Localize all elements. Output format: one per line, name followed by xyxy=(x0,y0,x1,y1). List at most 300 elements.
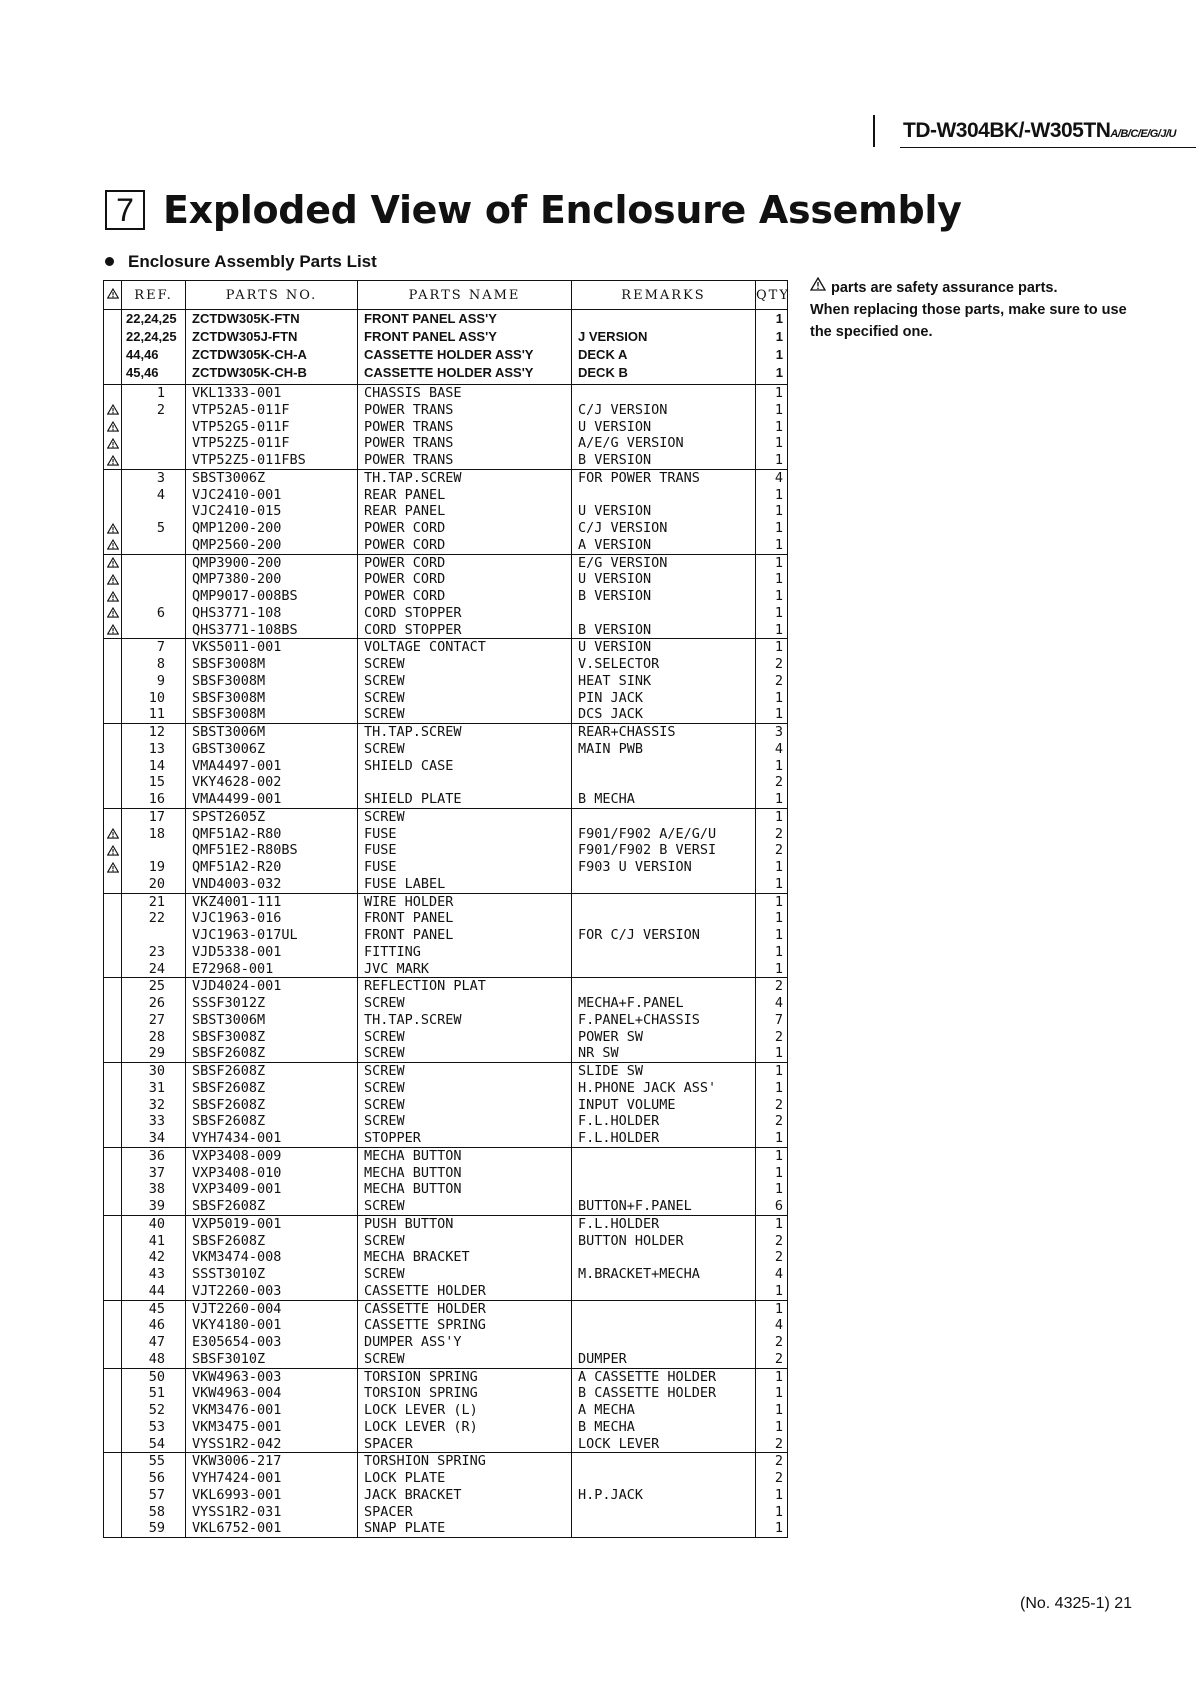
name-cell: FRONT PANEL ASS'Y xyxy=(358,328,572,346)
part-no-cell: VYH7424-001 xyxy=(186,1470,358,1487)
part-no-cell: SSSF3012Z xyxy=(186,995,358,1012)
ref-cell: 24 xyxy=(122,961,186,978)
part-no-cell: VTP52Z5-011F xyxy=(186,435,358,452)
ref-cell: 30 xyxy=(122,1063,186,1080)
remarks-cell xyxy=(572,893,756,910)
ref-cell: 55 xyxy=(122,1453,186,1470)
part-row xyxy=(104,554,788,571)
remarks-cell: DECK A xyxy=(572,346,756,364)
part-no-cell: SBSF3008Z xyxy=(186,1029,358,1046)
ref-cell xyxy=(122,554,186,571)
part-no-cell: VXP5019-001 xyxy=(186,1215,358,1232)
part-name-column-header: PARTS NAME xyxy=(358,281,572,310)
qty-cell: 2 xyxy=(756,1470,788,1487)
ref-cell: 29 xyxy=(122,1045,186,1062)
remarks-cell: B VERSION xyxy=(572,452,756,469)
part-no-cell: SBSF2608Z xyxy=(186,1063,358,1080)
name-cell: CASSETTE SPRING xyxy=(358,1317,572,1334)
ref-cell: 53 xyxy=(122,1419,186,1436)
ref-cell: 12 xyxy=(122,724,186,741)
parts-list-title xyxy=(105,252,377,272)
safety-cell xyxy=(104,503,122,520)
safety-cell xyxy=(104,1233,122,1250)
safety-note-line1: parts are safety assurance parts. xyxy=(831,280,1058,296)
name-cell: SCREW xyxy=(358,1097,572,1114)
remarks-cell: B VERSION xyxy=(572,622,756,639)
safety-warning-icon xyxy=(107,555,119,571)
qty-cell: 1 xyxy=(756,520,788,537)
part-no-cell: VXP3408-010 xyxy=(186,1165,358,1182)
name-cell: TH.TAP.SCREW xyxy=(358,469,572,486)
assembly-row xyxy=(104,328,788,346)
part-no-cell: VJT2260-003 xyxy=(186,1283,358,1300)
part-no-cell: VTP52Z5-011FBS xyxy=(186,452,358,469)
safety-cell xyxy=(104,1402,122,1419)
qty-cell: 1 xyxy=(756,927,788,944)
qty-cell: 2 xyxy=(756,1334,788,1351)
safety-cell xyxy=(104,1385,122,1402)
part-no-cell: VKM3474-008 xyxy=(186,1249,358,1266)
ref-cell: 4 xyxy=(122,487,186,504)
part-no-cell: SBSF3008M xyxy=(186,706,358,723)
part-row xyxy=(104,876,788,893)
name-cell: TORSHION SPRING xyxy=(358,1453,572,1470)
safety-note-line2: When replacing those parts, make sure to use the specified one. xyxy=(810,302,1127,341)
remarks-cell: C/J VERSION xyxy=(572,402,756,419)
ref-cell: 40 xyxy=(122,1215,186,1232)
part-row xyxy=(104,758,788,775)
qty-cell: 1 xyxy=(756,808,788,825)
safety-warning-icon xyxy=(107,605,119,621)
qty-cell: 1 xyxy=(756,1368,788,1385)
name-cell: CHASSIS BASE xyxy=(358,385,572,402)
qty-cell: 2 xyxy=(756,1249,788,1266)
qty-cell: 1 xyxy=(756,419,788,436)
ref-cell: 1 xyxy=(122,385,186,402)
remarks-cell: A VERSION xyxy=(572,537,756,554)
safety-cell xyxy=(104,364,122,385)
part-no-cell: VJC1963-016 xyxy=(186,910,358,927)
safety-cell xyxy=(104,537,122,554)
name-cell: SCREW xyxy=(358,1113,572,1130)
remarks-cell: REAR+CHASSIS xyxy=(572,724,756,741)
name-cell: FUSE LABEL xyxy=(358,876,572,893)
name-cell: FUSE xyxy=(358,859,572,876)
remarks-cell: A/E/G VERSION xyxy=(572,435,756,452)
ref-cell xyxy=(122,622,186,639)
qty-cell: 2 xyxy=(756,826,788,843)
name-cell: LOCK PLATE xyxy=(358,1470,572,1487)
safety-cell xyxy=(104,1520,122,1537)
remarks-cell: B CASSETTE HOLDER xyxy=(572,1385,756,1402)
part-no-cell: VKY4180-001 xyxy=(186,1317,358,1334)
part-rows xyxy=(104,385,788,1538)
ref-cell: 43 xyxy=(122,1266,186,1283)
ref-cell: 59 xyxy=(122,1520,186,1537)
ref-cell xyxy=(122,927,186,944)
ref-cell xyxy=(122,452,186,469)
safety-cell xyxy=(104,876,122,893)
ref-cell: 21 xyxy=(122,893,186,910)
ref-cell: 5 xyxy=(122,520,186,537)
name-cell: SHIELD PLATE xyxy=(358,791,572,808)
qty-cell: 1 xyxy=(756,1487,788,1504)
safety-warning-icon xyxy=(107,452,119,468)
name-cell: CORD STOPPER xyxy=(358,622,572,639)
part-row xyxy=(104,503,788,520)
part-no-cell: GBST3006Z xyxy=(186,741,358,758)
ref-cell: 22,24,25 xyxy=(122,310,186,329)
qty-cell: 4 xyxy=(756,995,788,1012)
safety-cell xyxy=(104,1334,122,1351)
qty-cell: 2 xyxy=(756,1453,788,1470)
part-row xyxy=(104,1504,788,1521)
ref-cell xyxy=(122,842,186,859)
safety-cell xyxy=(104,859,122,876)
part-row xyxy=(104,1147,788,1164)
qty-cell: 2 xyxy=(756,842,788,859)
qty-cell: 1 xyxy=(756,944,788,961)
part-no-cell: QMP1200-200 xyxy=(186,520,358,537)
part-no-cell: VMA4499-001 xyxy=(186,791,358,808)
assembly-row xyxy=(104,346,788,364)
model-name: TD-W304BK/-W305TN xyxy=(903,119,1111,142)
qty-cell: 1 xyxy=(756,1063,788,1080)
name-cell: TH.TAP.SCREW xyxy=(358,724,572,741)
remarks-cell: F903 U VERSION xyxy=(572,859,756,876)
qty-cell: 2 xyxy=(756,1233,788,1250)
part-row xyxy=(104,487,788,504)
qty-cell: 1 xyxy=(756,1419,788,1436)
part-row xyxy=(104,1080,788,1097)
part-no-cell: VYSS1R2-031 xyxy=(186,1504,358,1521)
name-cell: STOPPER xyxy=(358,1130,572,1147)
remarks-cell xyxy=(572,944,756,961)
qty-cell: 1 xyxy=(756,893,788,910)
remarks-cell: U VERSION xyxy=(572,571,756,588)
name-cell: SCREW xyxy=(358,673,572,690)
name-cell: MECHA BUTTON xyxy=(358,1181,572,1198)
part-no-cell: ZCTDW305K-CH-A xyxy=(186,346,358,364)
remarks-cell: U VERSION xyxy=(572,639,756,656)
part-row xyxy=(104,1283,788,1300)
qty-cell: 1 xyxy=(756,1181,788,1198)
remarks-cell: V.SELECTOR xyxy=(572,656,756,673)
qty-cell: 2 xyxy=(756,1113,788,1130)
safety-cell xyxy=(104,1504,122,1521)
ref-cell: 45 xyxy=(122,1300,186,1317)
name-cell xyxy=(358,774,572,791)
qty-cell: 1 xyxy=(756,859,788,876)
ref-cell: 19 xyxy=(122,859,186,876)
ref-cell: 34 xyxy=(122,1130,186,1147)
remarks-cell xyxy=(572,1470,756,1487)
remarks-cell: A MECHA xyxy=(572,1402,756,1419)
remarks-cell: DCS JACK xyxy=(572,706,756,723)
remarks-cell xyxy=(572,1300,756,1317)
name-cell: SCREW xyxy=(358,1029,572,1046)
part-no-cell: VKW3006-217 xyxy=(186,1453,358,1470)
name-cell: SCREW xyxy=(358,1063,572,1080)
name-cell: SCREW xyxy=(358,656,572,673)
qty-cell: 1 xyxy=(756,1385,788,1402)
remarks-column-header: REMARKS xyxy=(572,281,756,310)
ref-cell: 48 xyxy=(122,1351,186,1368)
safety-cell xyxy=(104,1249,122,1266)
part-no-cell: VJD4024-001 xyxy=(186,978,358,995)
ref-cell: 20 xyxy=(122,876,186,893)
remarks-cell xyxy=(572,1165,756,1182)
safety-cell xyxy=(104,995,122,1012)
safety-cell xyxy=(104,1012,122,1029)
safety-cell xyxy=(104,639,122,656)
part-no-cell: VMA4497-001 xyxy=(186,758,358,775)
ref-cell: 25 xyxy=(122,978,186,995)
name-cell: POWER TRANS xyxy=(358,452,572,469)
qty-cell: 1 xyxy=(756,1147,788,1164)
part-no-cell: VKM3476-001 xyxy=(186,1402,358,1419)
part-row xyxy=(104,1181,788,1198)
remarks-cell: DECK B xyxy=(572,364,756,385)
safety-cell xyxy=(104,554,122,571)
qty-cell: 2 xyxy=(756,774,788,791)
ref-cell: 15 xyxy=(122,774,186,791)
safety-warning-icon xyxy=(107,588,119,604)
qty-cell: 1 xyxy=(756,876,788,893)
remarks-cell xyxy=(572,1317,756,1334)
part-row xyxy=(104,927,788,944)
qty-cell: 7 xyxy=(756,1012,788,1029)
part-no-cell: VYH7434-001 xyxy=(186,1130,358,1147)
name-cell: WIRE HOLDER xyxy=(358,893,572,910)
part-row xyxy=(104,1215,788,1232)
part-no-cell: VJC2410-015 xyxy=(186,503,358,520)
qty-cell: 1 xyxy=(756,690,788,707)
name-cell: POWER TRANS xyxy=(358,402,572,419)
safety-cell xyxy=(104,808,122,825)
part-no-cell: SBSF2608Z xyxy=(186,1198,358,1215)
safety-cell xyxy=(104,1045,122,1062)
remarks-cell xyxy=(572,605,756,622)
part-row xyxy=(104,1520,788,1537)
name-cell: FRONT PANEL xyxy=(358,927,572,944)
remarks-cell: DUMPER xyxy=(572,1351,756,1368)
remarks-cell: F901/F902 B VERSI xyxy=(572,842,756,859)
ref-cell: 27 xyxy=(122,1012,186,1029)
ref-cell: 39 xyxy=(122,1198,186,1215)
safety-cell xyxy=(104,893,122,910)
safety-cell xyxy=(104,1487,122,1504)
remarks-cell: HEAT SINK xyxy=(572,673,756,690)
qty-cell: 1 xyxy=(756,310,788,329)
safety-cell xyxy=(104,724,122,741)
ref-cell: 38 xyxy=(122,1181,186,1198)
part-row xyxy=(104,1266,788,1283)
remarks-cell xyxy=(572,774,756,791)
part-row xyxy=(104,1233,788,1250)
safety-cell xyxy=(104,402,122,419)
remarks-cell: MAIN PWB xyxy=(572,741,756,758)
name-cell: SHIELD CASE xyxy=(358,758,572,775)
remarks-cell: LOCK LEVER xyxy=(572,1436,756,1453)
remarks-cell xyxy=(572,1147,756,1164)
remarks-cell xyxy=(572,808,756,825)
qty-cell: 2 xyxy=(756,1029,788,1046)
name-cell: CASSETTE HOLDER ASS'Y xyxy=(358,364,572,385)
qty-cell: 1 xyxy=(756,639,788,656)
ref-cell: 54 xyxy=(122,1436,186,1453)
qty-cell: 2 xyxy=(756,1436,788,1453)
safety-warning-icon xyxy=(107,859,119,875)
ref-cell: 22 xyxy=(122,910,186,927)
safety-cell xyxy=(104,385,122,402)
name-cell: TORSION SPRING xyxy=(358,1385,572,1402)
part-row xyxy=(104,1029,788,1046)
part-row xyxy=(104,639,788,656)
part-no-cell: VXP3408-009 xyxy=(186,1147,358,1164)
ref-column-header: REF. xyxy=(122,281,186,310)
safety-cell xyxy=(104,1198,122,1215)
remarks-cell: FOR C/J VERSION xyxy=(572,927,756,944)
ref-cell: 41 xyxy=(122,1233,186,1250)
safety-cell xyxy=(104,1368,122,1385)
name-cell: CASSETTE HOLDER xyxy=(358,1283,572,1300)
ref-cell: 37 xyxy=(122,1165,186,1182)
name-cell: MECHA BUTTON xyxy=(358,1165,572,1182)
remarks-cell: E/G VERSION xyxy=(572,554,756,571)
name-cell: PUSH BUTTON xyxy=(358,1215,572,1232)
safety-cell xyxy=(104,1130,122,1147)
ref-cell: 31 xyxy=(122,1080,186,1097)
qty-cell: 1 xyxy=(756,1300,788,1317)
safety-cell xyxy=(104,910,122,927)
remarks-cell xyxy=(572,910,756,927)
qty-cell: 4 xyxy=(756,1317,788,1334)
name-cell: POWER CORD xyxy=(358,554,572,571)
remarks-cell xyxy=(572,1249,756,1266)
safety-cell xyxy=(104,1300,122,1317)
remarks-cell: B VERSION xyxy=(572,588,756,605)
part-row xyxy=(104,1045,788,1062)
part-no-cell: QMP9017-008BS xyxy=(186,588,358,605)
part-row xyxy=(104,1385,788,1402)
name-cell: POWER CORD xyxy=(358,588,572,605)
qty-cell: 1 xyxy=(756,364,788,385)
remarks-cell: BUTTON+F.PANEL xyxy=(572,1198,756,1215)
safety-cell xyxy=(104,571,122,588)
qty-cell: 2 xyxy=(756,978,788,995)
part-row xyxy=(104,622,788,639)
part-row xyxy=(104,1165,788,1182)
ref-cell: 28 xyxy=(122,1029,186,1046)
ref-cell: 51 xyxy=(122,1385,186,1402)
safety-cell xyxy=(104,1419,122,1436)
page-title: Exploded View of Enclosure Assembly xyxy=(163,188,962,232)
name-cell: POWER CORD xyxy=(358,520,572,537)
name-cell: VOLTAGE CONTACT xyxy=(358,639,572,656)
name-cell: FRONT PANEL xyxy=(358,910,572,927)
ref-cell: 2 xyxy=(122,402,186,419)
part-no-column-header: PARTS NO. xyxy=(186,281,358,310)
remarks-cell: J VERSION xyxy=(572,328,756,346)
ref-cell: 14 xyxy=(122,758,186,775)
part-no-cell: VKS5011-001 xyxy=(186,639,358,656)
qty-cell: 1 xyxy=(756,1283,788,1300)
qty-cell: 1 xyxy=(756,328,788,346)
ref-cell xyxy=(122,419,186,436)
part-row xyxy=(104,1402,788,1419)
name-cell: TH.TAP.SCREW xyxy=(358,1012,572,1029)
part-no-cell: QMP7380-200 xyxy=(186,571,358,588)
safety-cell xyxy=(104,1029,122,1046)
parts-table xyxy=(103,280,788,1538)
remarks-cell: MECHA+F.PANEL xyxy=(572,995,756,1012)
safety-cell xyxy=(104,1317,122,1334)
remarks-cell xyxy=(572,1520,756,1537)
name-cell: TORSION SPRING xyxy=(358,1368,572,1385)
part-no-cell: QMF51A2-R80 xyxy=(186,826,358,843)
part-row xyxy=(104,469,788,486)
name-cell: SCREW xyxy=(358,1198,572,1215)
remarks-cell xyxy=(572,876,756,893)
part-row xyxy=(104,435,788,452)
qty-cell: 1 xyxy=(756,1165,788,1182)
qty-column-header: QTY xyxy=(756,281,788,310)
remarks-cell: PIN JACK xyxy=(572,690,756,707)
safety-cell xyxy=(104,826,122,843)
part-row xyxy=(104,944,788,961)
part-row xyxy=(104,978,788,995)
safety-cell xyxy=(104,1063,122,1080)
part-no-cell: VJT2260-004 xyxy=(186,1300,358,1317)
remarks-cell: F.PANEL+CHASSIS xyxy=(572,1012,756,1029)
qty-cell: 1 xyxy=(756,1504,788,1521)
part-row xyxy=(104,826,788,843)
ref-cell: 13 xyxy=(122,741,186,758)
part-no-cell: ZCTDW305J-FTN xyxy=(186,328,358,346)
safety-note xyxy=(810,277,1150,343)
part-row xyxy=(104,774,788,791)
part-row xyxy=(104,961,788,978)
remarks-cell xyxy=(572,1334,756,1351)
part-no-cell: SBST3006M xyxy=(186,724,358,741)
safety-cell xyxy=(104,1097,122,1114)
safety-cell xyxy=(104,419,122,436)
ref-cell: 44 xyxy=(122,1283,186,1300)
remarks-cell: C/J VERSION xyxy=(572,520,756,537)
part-no-cell: SBSF2608Z xyxy=(186,1045,358,1062)
assembly-row xyxy=(104,364,788,385)
part-row xyxy=(104,605,788,622)
part-no-cell: VKW4963-003 xyxy=(186,1368,358,1385)
qty-cell: 1 xyxy=(756,1080,788,1097)
part-no-cell: VKM3475-001 xyxy=(186,1419,358,1436)
part-row xyxy=(104,452,788,469)
part-no-cell: QMF51A2-R20 xyxy=(186,859,358,876)
model-suffix: A/B/C/E/G/J/U xyxy=(1110,128,1176,140)
safety-warning-icon xyxy=(107,537,119,553)
remarks-cell xyxy=(572,385,756,402)
name-cell: LOCK LEVER (R) xyxy=(358,1419,572,1436)
remarks-cell: A CASSETTE HOLDER xyxy=(572,1368,756,1385)
ref-cell xyxy=(122,503,186,520)
qty-cell: 1 xyxy=(756,910,788,927)
safety-cell xyxy=(104,1215,122,1232)
safety-cell xyxy=(104,944,122,961)
qty-cell: 1 xyxy=(756,1215,788,1232)
name-cell: DUMPER ASS'Y xyxy=(358,1334,572,1351)
remarks-cell: U VERSION xyxy=(572,419,756,436)
